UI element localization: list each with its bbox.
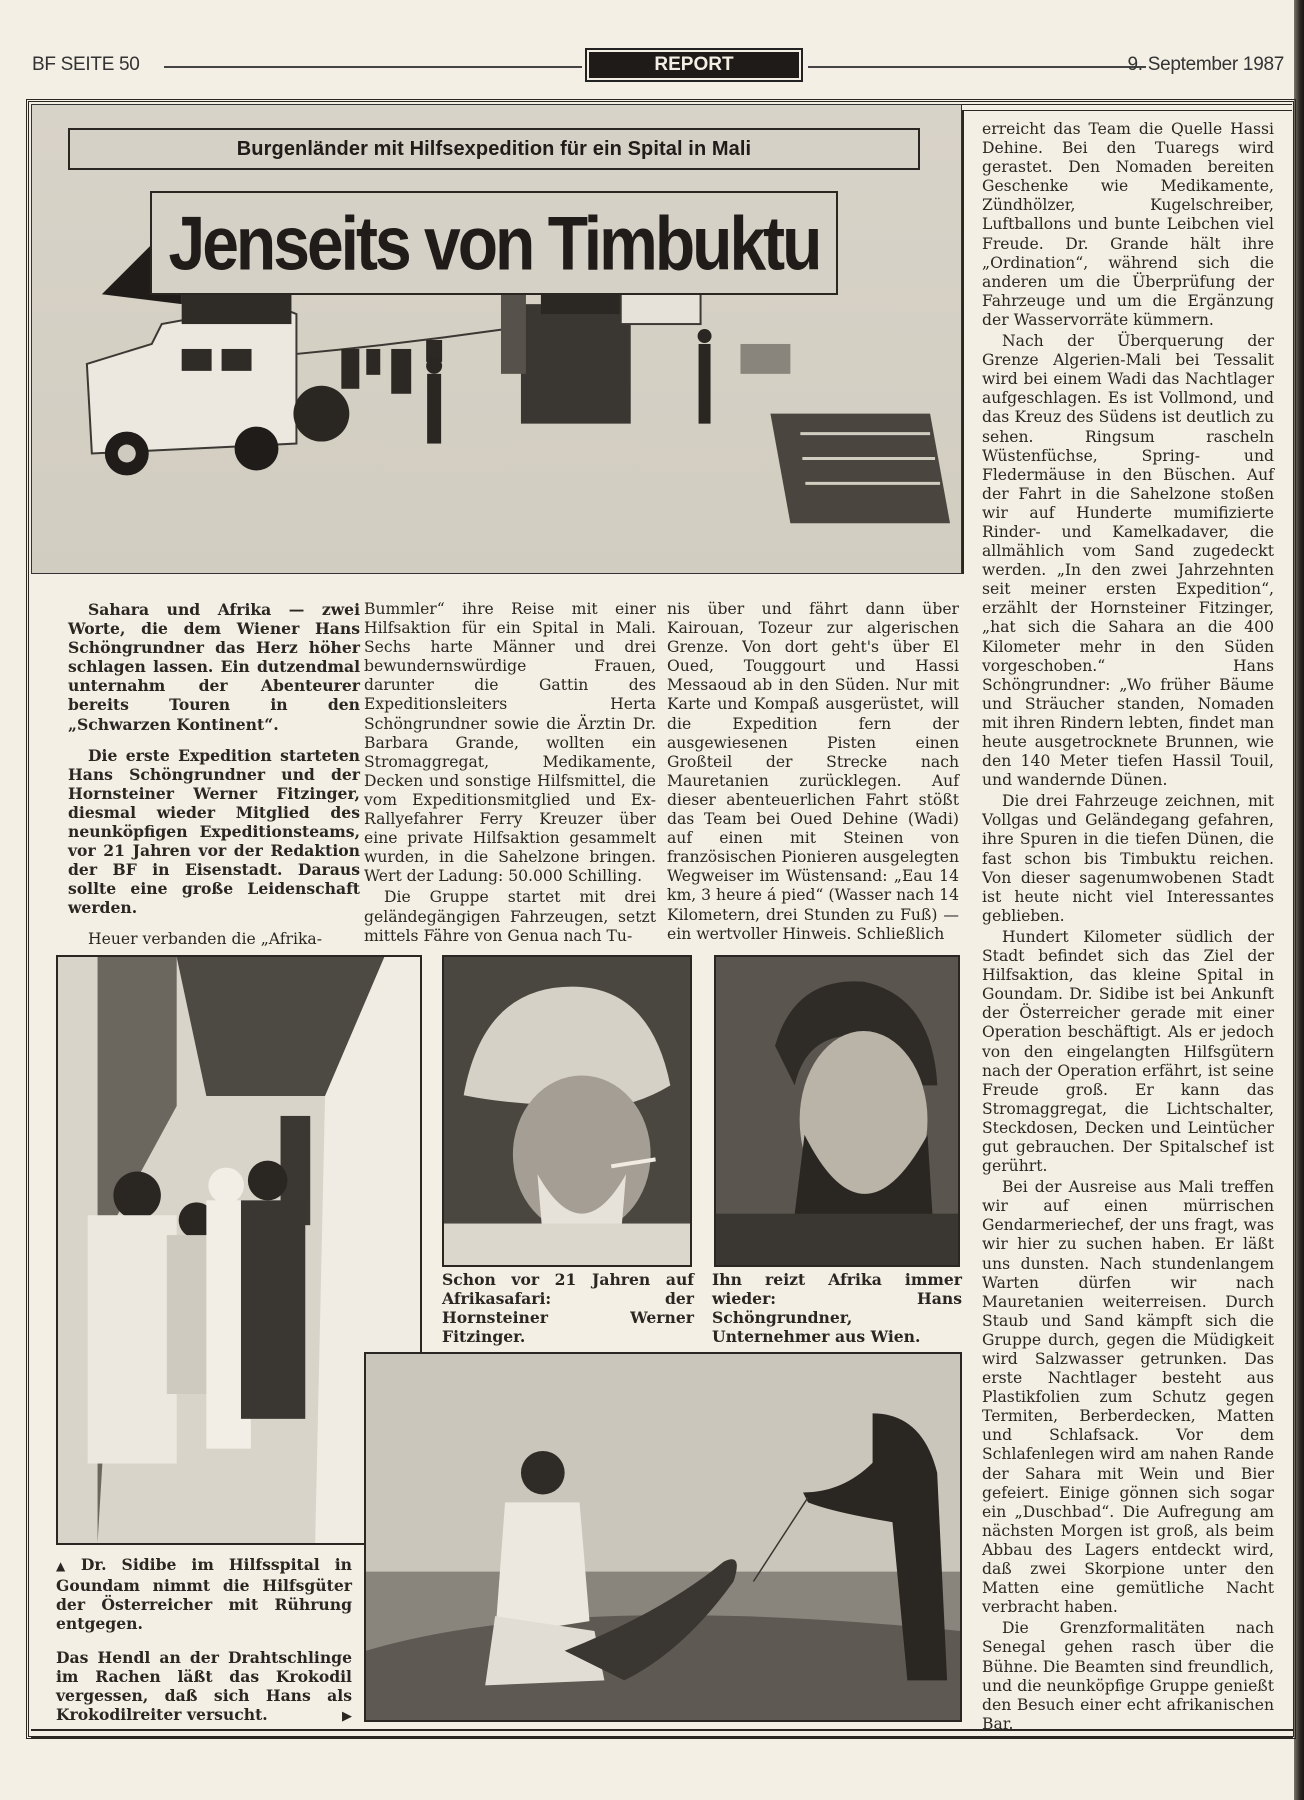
kicker: Burgenländer mit Hilfsexpedition für ein Spital in Mali — [236, 138, 752, 160]
paragraph: Bummler“ ihre Reise mit einer Hilfsaktion für ein Spital in Mali. Sechs harte Männer und drei bewundernswürdige Frauen, darunter die Gattin des Expeditionsleiters Herta Schöngrundner sowie die Ärztin Dr. Barbara Grande, wollten ein Stromaggregat, Medikamente, Decken und sonstige Hilfsmittel, die vom Expeditionsmitglied und Ex-Rallyefahrer Ferry Kreuzer über eine private Hilfsaktion gesammelt wurden, in die Sahelzone bringen. Wert der Ladung: 50.000 Schilling. — [364, 600, 656, 886]
page-number: BF SEITE 50 — [32, 54, 140, 75]
lead-paragraph: Die erste Expedition starteten Hans Schöngrundner und der Hornsteiner Werner Fitzinger, diesmal wieder Mitglied des neunköpfigen Expeditionsteams, vor 21 Jahren vor der Redaktion der BF in Eisenstadt. Daraus sollte eine große Leidenschaft werden. — [68, 745, 360, 918]
caption-hospital — [56, 1555, 352, 1633]
crocodile-rider-image — [366, 1354, 960, 1720]
right-column-top-rule — [962, 104, 1292, 111]
header-rule-left — [164, 66, 582, 68]
paragraph: Nach der Überquerung der Grenze Algerien-Mali bei Tessalit wird bei einem Wadi das Nachtlager aufgeschlagen. Es ist Vollmond, und das Kreuz des Südens ist deutlich zu sehen. Ringsum rascheln Wüstenfüchse, Spring- und Fledermäuse in den Büschen. Auf der Fahrt in die Sahelzone stoßen wir auf Hunderte mumifizierte Rinder- und Kamelkadaver, die allmählich vom Sand zugedeckt werden. „In den zwei Jahrzehnten seit meiner ersten Expedition“, erzählt der Hornsteiner Fitzinger, „hat sich die Sahara an die 400 Kilometer mehr in den Süden vorgeschoben.“ Hans Schöngrundner: „Wo früher Bäume und Sträucher standen, Nomaden mit ihren Rindern lebten, findet man heute ausgetrocknete Brunnen, wie den 140 Meter tiefen Hassil Touil, und wandernde Dünen. — [982, 332, 1274, 790]
paragraph: Heuer verbanden die „Afrika- — [88, 929, 322, 948]
hero-photo — [31, 104, 962, 574]
page-header — [32, 48, 1294, 88]
right-column-divider — [962, 110, 964, 574]
desert-camp-image — [32, 105, 961, 573]
crocodile-photo — [364, 1352, 962, 1722]
article-bottom-rule — [31, 1729, 1293, 1738]
article-column-2 — [364, 600, 656, 946]
paragraph: erreicht das Team die Quelle Hassi Dehine. Bei den Tuaregs wird gerastet. Den Nomaden bereiten Geschenke wie Medikamente, Zündhölzer, Kugelschreiber, Luftballons und bunte Leibchen viel Freude. Dr. Grande hält ihre „Ordination“, während sich die anderen um die Überprüfung der Fahrzeuge und um die Ergänzung der Wasservorräte kümmern. — [982, 120, 1274, 329]
article-column-right — [982, 120, 1274, 1734]
caption-hospital-text: Dr. Sidibe im Hilfsspital in Goundam nimmt die Hilfsgüter der Österreicher mit Rührung entgegen. — [56, 1555, 352, 1634]
paragraph: Die drei Fahrzeuge zeichnen, mit Vollgas und Geländegang gefahren, ihre Spuren in die tiefen Dünen, die fast schon bis Timbuktu reichen. Von dieser sagenumwobenen Stadt ist heute nicht viel Interessantes geblieben. — [982, 792, 1274, 925]
arrow-up-icon: ▲ — [56, 1559, 75, 1573]
man-in-hat-image — [444, 957, 690, 1265]
caption-crocodile — [56, 1648, 352, 1726]
paragraph: nis über und fährt dann über Kairouan, Tozeur zur algerischen Grenze. Von dort geht's über El Oued, Touggourt und Hassi Messaoud ab in den Süden. Nur mit Karte und Kompaß ausgerüstet, will die Expedition fern der ausgewiesenen Pisten einen Großteil der Strecke nach Mauretanien zurücklegen. Auf dieser abenteuerlichen Fahrt stößt das Team bei Oued Dehine (Wadi) auf einen mit Steinen von französischen Pionieren ausgelegten Wegweiser im Wüstensand: „Eau 14 km, 3 heure á pied“ (Wasser nach 14 Kilometern, drei Stunden zu Fuß) — ein wertvoller Hinweis. Schließlich — [667, 600, 959, 943]
paragraph: Bei der Ausreise aus Mali treffen wir auf einen mürrischen Gendarmeriechef, der uns fragt, was wir hier zu suchen haben. Er läßt uns dunsten. Nach stundenlangem Warten dürfen wir nach Mauretanien weiterreisen. Durch Staub und Sand kämpft sich die Gruppe durch, gegen die Müdigkeit wird Salzwasser getrunken. Das erste Nachtlager besteht aus Plastikfolien zum Schutz gegen Termiten, Berberdecken, Matten und Schlafsack. Vor dem Schlafenlegen wird am nahen Rande der Sahara mit Wein und Bier gefeiert. Einige gönnen sich sogar ein „Duschbad“. Die Aufregung am nächsten Morgen ist groß, als beim Abbau des Lagers entdeckt wird, daß zwei Skorpione unter den Matten eine gemütliche Nacht verbracht haben. — [982, 1178, 1274, 1617]
caption-schoengrundner: Ihn reizt Afrika immer wieder: Hans Schöngrundner, Unternehmer aus Wien. — [712, 1270, 962, 1347]
paragraph: Die Gruppe startet mit drei geländegängigen Fahrzeugen, setzt mittels Fähre von Genua nach Tu- — [364, 888, 656, 945]
caption-fitzinger: Schon vor 21 Jahren auf Afrikasafari: der Hornsteiner Werner Fitzinger. — [442, 1270, 694, 1347]
fitzinger-portrait — [442, 955, 692, 1267]
section-tag — [585, 48, 803, 82]
schoengrundner-portrait — [714, 955, 960, 1267]
article-column-3 — [667, 600, 959, 944]
arrow-right-icon: ▶ — [342, 1709, 352, 1725]
caption-crocodile-text: Das Hendl an der Drahtschlinge im Rachen läßt das Krokodil vergessen, daß sich Hans als Krokodilreiter versucht. — [56, 1648, 352, 1725]
article-column-1 — [68, 600, 360, 949]
headline: Jenseits von Timbuktu — [168, 200, 820, 286]
paragraph: Hundert Kilometer südlich der Stadt befindet sich das Ziel der Hilfsaktion, das kleine Spital in Goundam. Dr. Sidibe ist bei Ankunft der Österreicher gerade mit einer Operation beschäftigt. Als er jedoch von den eingelangten Hilfsgütern nach der Operation erfährt, ist seine Freude groß. Er kann das Stromaggregat, die Lichtschalter, Steckdosen, Decken und Leintücher gut gebrauchen. Der Spitalschef ist gerührt. — [982, 927, 1274, 1176]
lead-paragraph: Sahara und Afrika — zwei Worte, die dem Wiener Hans Schöngrundner das Herz höher schlagen lassen. Ein dutzendmal unternahm der Abenteurer bereits Touren in den „Schwarzen Kontinent“. — [68, 600, 360, 734]
section-tag-label: REPORT — [589, 52, 799, 78]
header-rule-right — [808, 66, 1146, 68]
bearded-man-image — [716, 957, 958, 1265]
issue-date: 9. September 1987 — [1127, 54, 1284, 75]
kicker-box — [68, 128, 920, 170]
paragraph: Die Grenzformalitäten nach Senegal gehen rasch über die Bühne. Die Beamten sind freundlich, und die neunköpfige Gruppe genießt den Besuch einer echt afrikanischen Bar. — [982, 1619, 1274, 1733]
headline-box — [150, 191, 838, 295]
